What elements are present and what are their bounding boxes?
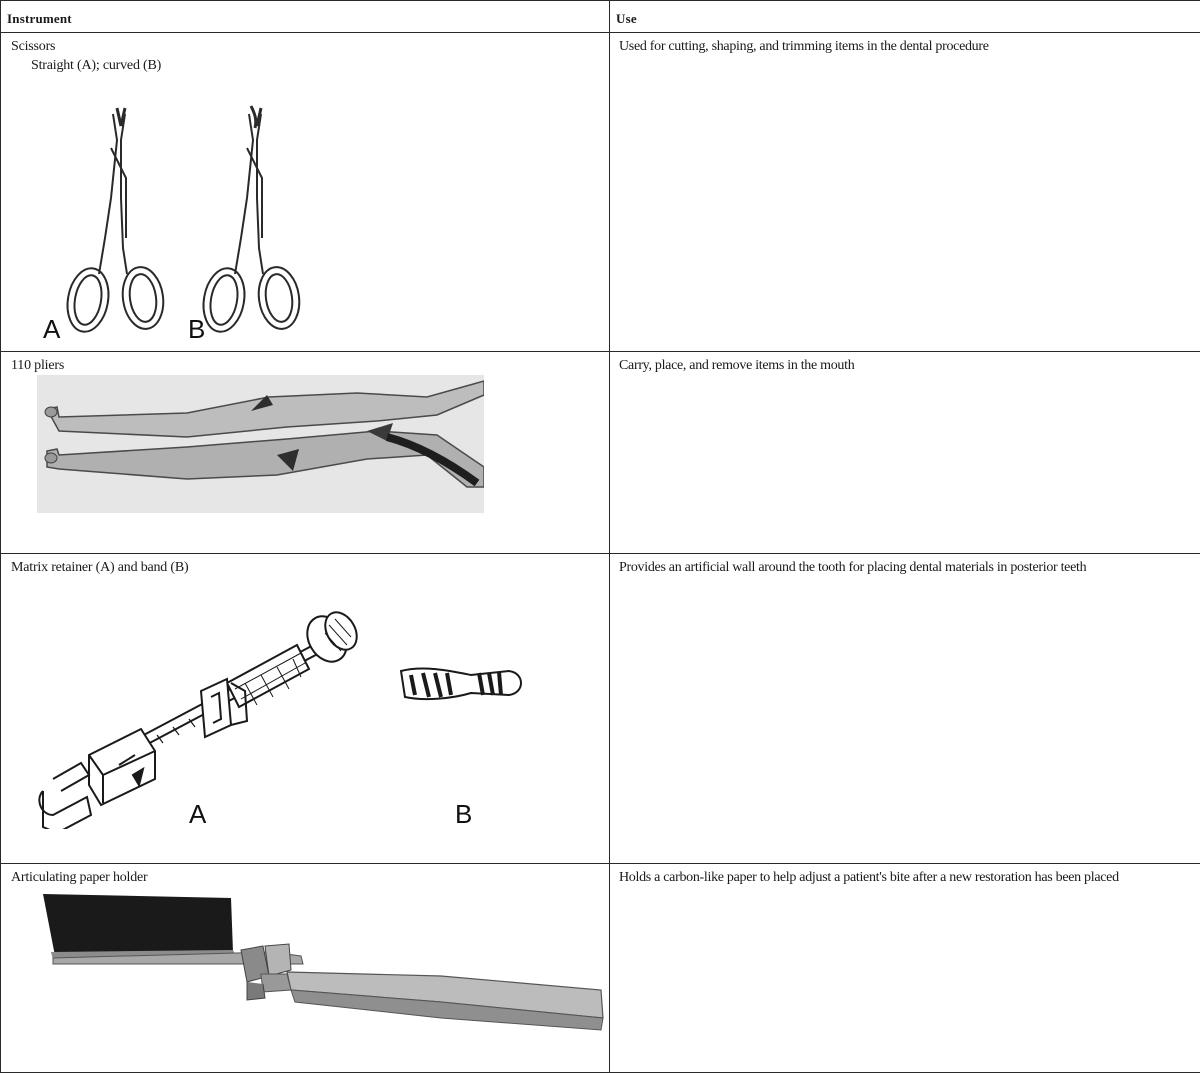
instrument-name: Matrix retainer (A) and band (B) bbox=[11, 560, 188, 576]
label-b: B bbox=[188, 314, 205, 344]
use-cell bbox=[610, 554, 1200, 864]
matrix-retainer-illustration bbox=[31, 579, 551, 829]
table-header-row bbox=[1, 1, 1200, 33]
instrument-name: Scissors bbox=[11, 39, 55, 55]
instrument-cell bbox=[1, 554, 610, 864]
label-b: B bbox=[455, 799, 472, 829]
instrument-use: Holds a carbon-like paper to help adjust a patient's bite after a new restoration has been placed bbox=[619, 870, 1119, 886]
column-header-instrument: Instrument bbox=[1, 1, 610, 33]
instrument-name: 110 pliers bbox=[11, 358, 64, 374]
instrument-name: Articulating paper holder bbox=[11, 870, 148, 886]
instrument-cell bbox=[1, 352, 610, 554]
instrument-subtitle: Straight (A); curved (B) bbox=[31, 58, 161, 74]
use-cell bbox=[610, 352, 1200, 554]
column-header-use: Use bbox=[610, 1, 1200, 33]
articulating-paper-holder-photo bbox=[41, 890, 607, 1070]
instrument-cell bbox=[1, 864, 610, 1073]
instrument-use: Carry, place, and remove items in the mouth bbox=[619, 358, 854, 374]
use-cell bbox=[610, 864, 1200, 1073]
table-row bbox=[1, 352, 1200, 554]
use-cell bbox=[610, 33, 1200, 352]
label-a: A bbox=[189, 799, 207, 829]
table-row bbox=[1, 554, 1200, 864]
label-a: A bbox=[43, 314, 61, 344]
matrix-band bbox=[401, 668, 521, 699]
instrument-cell bbox=[1, 33, 610, 352]
scissors-illustration bbox=[31, 78, 331, 348]
pliers-photo bbox=[37, 375, 484, 513]
table-row bbox=[1, 33, 1200, 352]
instrument-use: Provides an artificial wall around the tooth for placing dental materials in posterior teeth bbox=[619, 560, 1086, 576]
table-row bbox=[1, 864, 1200, 1073]
instrument-use: Used for cutting, shaping, and trimming items in the dental procedure bbox=[619, 39, 989, 55]
